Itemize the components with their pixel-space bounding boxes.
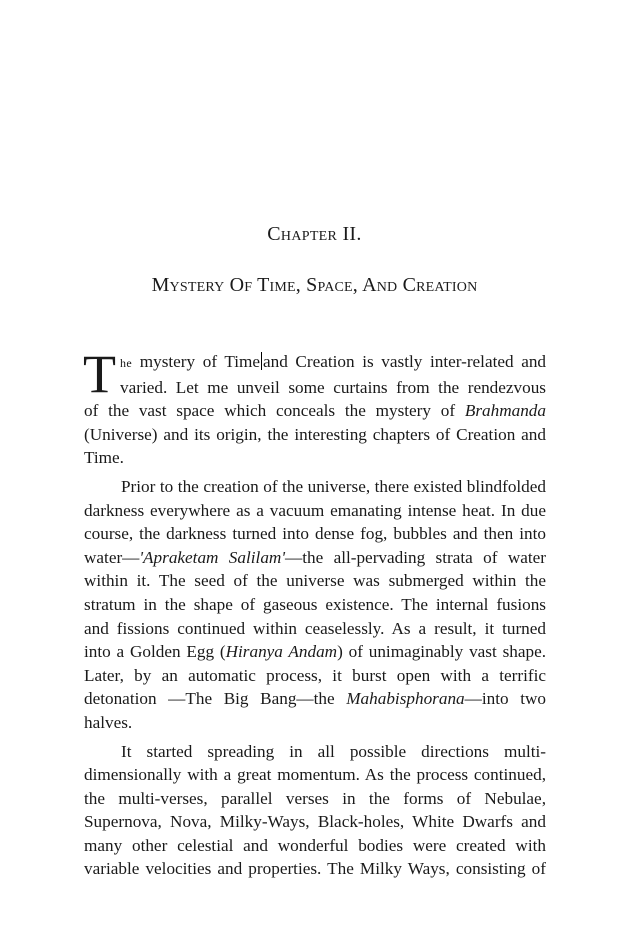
chapter-number: Chapter II. (267, 223, 362, 245)
emphasis-text: Hiranya Andam (225, 642, 338, 662)
text-span: mystery of Time (132, 352, 261, 371)
line: Supernova, Nova, Milky-Ways, Black-holes, White Dwarfs and (84, 812, 546, 832)
line: halves. (84, 712, 133, 732)
paragraph-2 (84, 475, 546, 735)
chapter-title: Mystery Of Time, Space, And Creation (151, 274, 478, 296)
emphasis-text: Brahmanda (464, 401, 546, 421)
line: course, the darkness turned into dense fog, bubbles and then into (84, 524, 546, 544)
small-caps-text: he (120, 356, 133, 370)
line (84, 687, 546, 711)
line: and fissions continued within ceaselessly. As a result, it turned (84, 618, 546, 638)
text-span: water— (84, 547, 140, 567)
line (84, 640, 546, 664)
line: (Universe) and its origin, the interesting chapters of Creation and (84, 424, 546, 444)
text-span: —into two (464, 689, 546, 709)
paragraph-3 (84, 740, 546, 882)
line: Later, by an automatic process, it burst open with a terrific (84, 665, 546, 685)
text-span: detonation —The Big Bang—the (84, 689, 347, 709)
line: Prior to the creation of the universe, there existed blindfolded (121, 476, 546, 496)
emphasis-text: 'Apraketam Salilam' (139, 547, 286, 567)
line: the multi-verses, parallel verses in the forms of Nebulae, (84, 788, 546, 808)
text-span: into a Golden Egg ( (84, 642, 226, 662)
emphasis-text: Mahabisphorana (346, 689, 465, 709)
text-span: —the all-pervading strata of water (285, 547, 546, 567)
line (84, 350, 546, 376)
line: within it. The seed of the universe was submerged within the (84, 571, 546, 591)
line (84, 399, 546, 423)
line: Time. (84, 448, 124, 468)
drop-cap: T (83, 344, 116, 404)
line: stratum in the shape of gaseous existence. The internal fusions (84, 594, 546, 614)
chapter-body (83, 344, 547, 881)
text-cursor (261, 352, 262, 370)
line: darkness everywhere as a vacuum emanating intense heat. In due (84, 500, 546, 520)
text-span: of the vast space which conceals the mystery of (84, 401, 465, 421)
line: variable velocities and properties. The Milky Ways, consisting of (84, 859, 546, 879)
line (84, 546, 546, 570)
line: It started spreading in all possible directions multi- (121, 741, 546, 761)
text-span: and Creation is vastly inter-related and (263, 352, 547, 371)
line: many other celestial and wonderful bodies were created with (84, 835, 546, 855)
paragraph-1 (83, 344, 547, 470)
text-span: ) of unimaginably vast shape. (337, 642, 546, 662)
line: dimensionally with a great momentum. As the process continued, (84, 765, 546, 785)
line: varied. Let me unveil some curtains from the rendezvous (120, 377, 546, 397)
